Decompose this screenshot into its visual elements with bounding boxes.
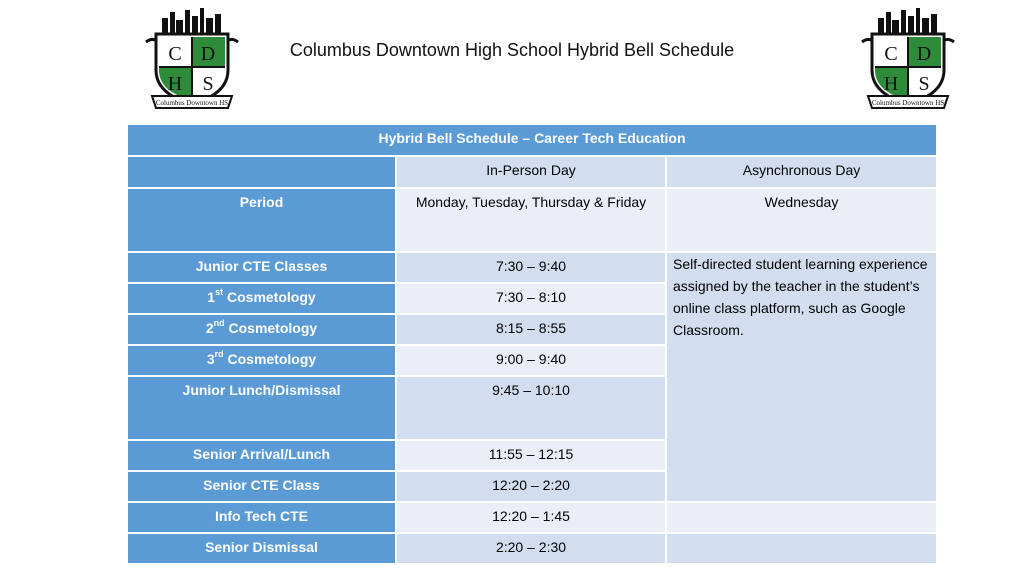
table-row: [127, 502, 937, 533]
city-skyline-icon: [878, 8, 937, 36]
logo-letter-d: D: [916, 43, 932, 65]
period-cell: 2nd Cosmetology: [127, 314, 396, 345]
logo-banner: Columbus Downtown HS: [155, 99, 229, 107]
logo-letter-c: C: [884, 43, 898, 65]
period-cell: Senior Arrival/Lunch: [127, 440, 396, 471]
period-label: Period: [127, 188, 396, 252]
time-cell: 9:45 – 10:10: [396, 376, 666, 440]
period-cell: Junior CTE Classes: [127, 252, 396, 283]
asynchronous-note: Self-directed student learning experience assigned by the teacher in the student’s online class platform, such as Google Classroom.: [666, 252, 937, 502]
empty-cell: [666, 502, 937, 533]
period-cell: 1st Cosmetology: [127, 283, 396, 314]
period-cell: Senior CTE Class: [127, 471, 396, 502]
city-skyline-icon: [162, 8, 221, 36]
empty-cell: [666, 533, 937, 564]
asynchronous-day-header: Asynchronous Day: [666, 156, 937, 188]
in-person-day-header: In-Person Day: [396, 156, 666, 188]
table-header-row: [127, 124, 937, 156]
period-cell: Junior Lunch/Dismissal: [127, 376, 396, 440]
time-cell: 9:00 – 9:40: [396, 345, 666, 376]
time-cell: 12:20 – 1:45: [396, 502, 666, 533]
period-row: [127, 188, 937, 252]
time-cell: 8:15 – 8:55: [396, 314, 666, 345]
period-cell: 3rd Cosmetology: [127, 345, 396, 376]
time-cell: 7:30 – 9:40: [396, 252, 666, 283]
table-row: [127, 252, 937, 283]
empty-corner-cell: [127, 156, 396, 188]
table-row: [127, 533, 937, 564]
time-cell: 11:55 – 12:15: [396, 440, 666, 471]
logo-letter-c: C: [168, 43, 182, 65]
logo-letter-h: H: [167, 73, 183, 95]
logo-letter-d: D: [200, 43, 216, 65]
in-person-days: Monday, Tuesday, Thursday & Friday: [396, 188, 666, 252]
bell-schedule-table: [126, 123, 938, 565]
logo-letter-s: S: [202, 73, 214, 95]
logo-banner: Columbus Downtown HS: [871, 99, 945, 107]
table-header: Hybrid Bell Schedule – Career Tech Education: [127, 124, 937, 156]
period-cell: Info Tech CTE: [127, 502, 396, 533]
period-cell: Senior Dismissal: [127, 533, 396, 564]
time-cell: 2:20 – 2:30: [396, 533, 666, 564]
asynchronous-days: Wednesday: [666, 188, 937, 252]
time-cell: 12:20 – 2:20: [396, 471, 666, 502]
logo-letter-h: H: [883, 73, 899, 95]
column-header-row: [127, 156, 937, 188]
time-cell: 7:30 – 8:10: [396, 283, 666, 314]
page-title: Columbus Downtown High School Hybrid Bell Schedule: [289, 40, 735, 60]
logo-letter-s: S: [918, 73, 930, 95]
